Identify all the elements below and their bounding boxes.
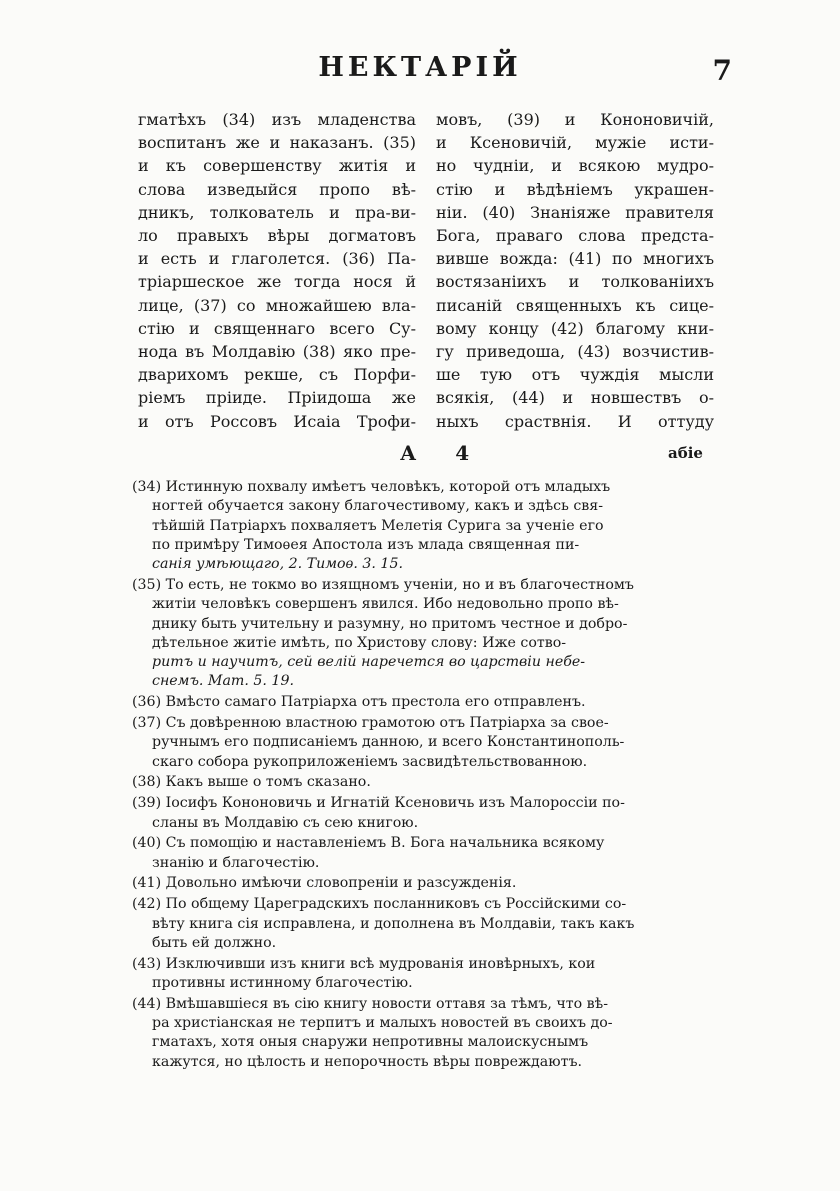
- main-text: [138, 108, 714, 438]
- footnote-38: [132, 773, 712, 792]
- footnote-37: [132, 714, 712, 772]
- text-line: Бога, праваго слова предста-: [436, 226, 714, 246]
- footnote-line: (42) По общему Цареградскихъ посланниковъ съ Россійскими со-: [132, 896, 627, 913]
- footnote-line: противны истинному благочестію.: [152, 974, 413, 991]
- footnote-line: (38) Какъ выше о томъ сказано.: [132, 774, 371, 791]
- text-line: вому концу (42) благому кни-: [436, 318, 714, 338]
- footnote-line: ногтей обучается закону благочестивому, какъ и здѣсь свя-: [152, 498, 604, 515]
- footnote-line: гматахъ, хотя оныя снаружи непротивны малоискуснымъ: [152, 1034, 589, 1051]
- text-line: вивше вожда: (41) по многихъ: [436, 249, 714, 269]
- footnote-line: сланы въ Молдавію съ сею книгою.: [152, 814, 419, 831]
- footnote-line: знанію и благочестію.: [152, 854, 320, 871]
- text-line: лице, (37) со множайшею вла-: [138, 295, 416, 315]
- footnote-line: (41) Довольно имѣючи словопреніи и разсужденія.: [132, 875, 517, 892]
- footnote-line: дѣтельное житіе имѣть, по Христову слову: Иже сотво-: [152, 634, 567, 651]
- footnote-line: снемъ. Мат. 5. 19.: [152, 673, 294, 690]
- text-line: гматѣхъ (34) изъ младенства: [138, 110, 416, 129]
- catchword: абіе: [668, 444, 703, 462]
- footnote-41: [132, 874, 712, 893]
- text-line: ніи. (40) Знаніяже правителя: [436, 202, 714, 222]
- footnote-34: [132, 478, 712, 574]
- footnote-line: (40) Съ помощію и наставленіемъ В. Бога начальника всякому: [132, 835, 605, 852]
- running-title: НЕКТАРІЙ: [318, 52, 522, 83]
- text-line: писаній священныхъ къ сице-: [436, 295, 714, 315]
- text-line: ше тую отъ чуждія мысли: [436, 365, 714, 385]
- page-number: 7: [712, 54, 732, 87]
- footnote-line: (39) Іосифъ Кононовичь и Игнатій Ксеновичь изъ Малороссіи по-: [132, 795, 625, 812]
- text-line: мовъ, (39) и Кононовичій,: [436, 110, 714, 129]
- signature-mark: А 4: [400, 441, 486, 465]
- text-line: и отъ Россовъ Исаіа Трофи-: [138, 411, 416, 431]
- text-line: но чудніи, и всякою мудро-: [436, 156, 714, 176]
- page-header: [0, 52, 840, 92]
- footnote-35: [132, 576, 712, 692]
- text-line: дварихомъ рекше, съ Порфи-: [138, 365, 416, 385]
- left-column: [138, 108, 416, 433]
- footnote-line: (43) Изключивши изъ книги всѣ мудрованія иновѣрныхъ, кои: [132, 955, 596, 972]
- footnote-line: по примѣру Тимоѳея Апостола изъ млада священная пи-: [152, 536, 580, 553]
- text-line: и Ксеновичій, мужіе исти-: [436, 133, 714, 153]
- right-column: [436, 108, 714, 433]
- text-line: и къ совершенству житія и: [138, 156, 416, 176]
- text-line: ріемъ пріиде. Пріидоша же: [138, 388, 416, 408]
- text-line: всякія, (44) и новшествъ о-: [436, 388, 714, 408]
- text-line: востязаніихъ и толкованіихъ: [436, 272, 714, 292]
- footnote-line: быть ей должно.: [152, 934, 277, 951]
- footnote-line: (35) То есть, не токмо во изящномъ ученіи, но и въ благочестномъ: [132, 576, 634, 593]
- text-line: нода въ Молдавію (38) яко пре-: [138, 342, 416, 362]
- footnote-42: [132, 895, 712, 953]
- footnote-line: ритъ и научитъ, сей велій наречется во царствіи небе-: [152, 654, 586, 671]
- footnote-43: [132, 955, 712, 994]
- text-line: ло правыхъ вѣры догматовъ: [138, 226, 416, 246]
- text-line: и есть и глаголется. (36) Па-: [138, 249, 416, 269]
- text-line: воспитанъ же и наказанъ. (35): [138, 133, 416, 153]
- footnote-44: [132, 995, 712, 1072]
- text-line: тріаршеское же тогда нося й: [138, 272, 416, 292]
- footnote-line: (34) Истинную похвалу имѣетъ человѣкъ, которой отъ младыхъ: [132, 479, 611, 495]
- footnote-line: (36) Вмѣсто самаго Патріарха отъ престола его отправленъ.: [132, 694, 586, 711]
- footnote-line: кажутся, но цѣлость и непорочность вѣры повреждаютъ.: [152, 1053, 582, 1070]
- footnote-line: санія умѣющаго, 2. Тимоѳ. 3. 15.: [152, 556, 403, 573]
- footnote-line: скаго собора рукоприложеніемъ засвидѣтельствованною.: [152, 753, 588, 770]
- footnote-36: [132, 693, 712, 712]
- footnote-40: [132, 834, 712, 873]
- footnote-line: днику быть учительну и разумну, но притомъ честное и добро-: [152, 615, 628, 632]
- footnote-line: (37) Съ довѣренною властною грамотою отъ Патріарха за свое-: [132, 715, 609, 732]
- text-line: гу приведоша, (43) возчистив-: [436, 342, 714, 362]
- footnote-line: (44) Вмѣшавшіеся въ сію книгу новости оттавя за тѣмъ, что вѣ-: [132, 995, 608, 1012]
- text-line: дникъ, толкователь и пра-ви-: [138, 202, 416, 222]
- text-line: стію и священнаго всего Су-: [138, 318, 416, 338]
- footnote-line: ра христіанская не терпитъ и малыхъ новостей въ своихъ до-: [152, 1015, 613, 1032]
- footnote-39: [132, 794, 712, 833]
- footnote-line: тѣйшій Патріархъ похваляетъ Мелетія Сурига за ученіе его: [152, 517, 604, 534]
- footnote-line: вѣту книга сія исправлена, и дополнена въ Молдавіи, такъ какъ: [152, 915, 635, 932]
- footnote-line: ручнымъ его подписаніемъ данною, и всего Константинополь-: [152, 734, 625, 751]
- text-line: стію и вѣдѣніемъ украшен-: [436, 179, 714, 199]
- text-line: слова изведыйся пропо вѣ-: [138, 179, 416, 199]
- text-line: ныхъ сраствнія. И оттуду: [436, 411, 714, 431]
- footnotes: [132, 478, 712, 1073]
- footnote-line: житіи человѣкъ совершенъ явился. Ибо недовольно пропо вѣ-: [152, 596, 619, 613]
